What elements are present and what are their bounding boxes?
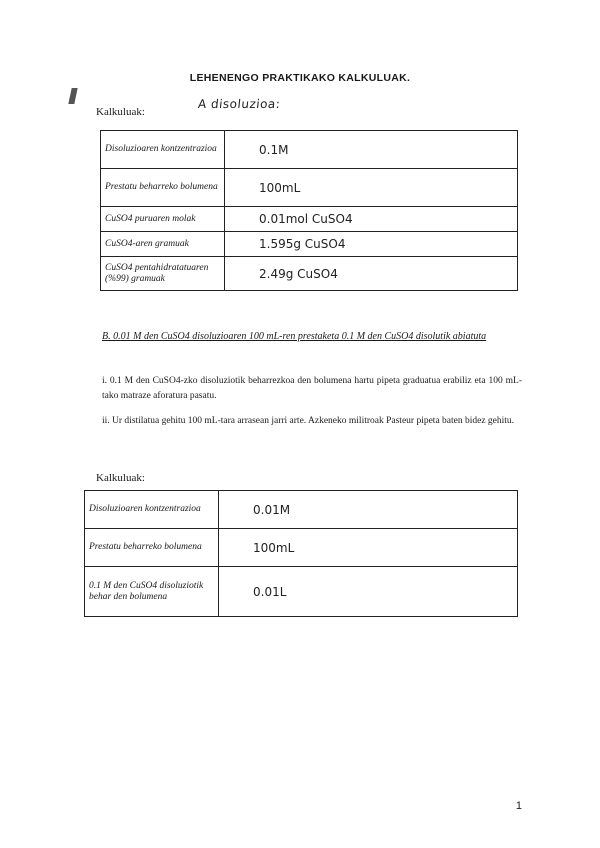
step-i: i. 0.1 M den CuSO4-zko disoluziotik beharrezkoa den bolumena hartu pipeta graduatua erabiliz eta 100 mL-tako matraze aforatura pasatu. xyxy=(102,376,522,401)
table-row xyxy=(101,232,518,257)
calc-table-b xyxy=(84,490,518,617)
table-row xyxy=(85,567,518,617)
row-value: 100mL xyxy=(219,529,518,567)
table-row xyxy=(85,491,518,529)
row-value: 0.01L xyxy=(219,567,518,617)
row-label: CuSO4-aren gramuak xyxy=(101,232,225,257)
row-label: Disoluzioaren kontzentrazioa xyxy=(101,131,225,169)
row-value: 100mL xyxy=(225,169,518,207)
row-value: 1.595g CuSO4 xyxy=(225,232,518,257)
page-number: 1 xyxy=(515,800,522,812)
row-label: Prestatu beharreko bolumena xyxy=(85,529,219,567)
table-row xyxy=(85,529,518,567)
step-ii: ii. Ur distilatua gehitu 100 mL-tara arrasean jarri arte. Azkeneko militroak Pasteur pipeta baten bidez gehitu. xyxy=(102,416,515,426)
row-label: Prestatu beharreko bolumena xyxy=(101,169,225,207)
table-row xyxy=(101,131,518,169)
section-b-heading xyxy=(102,330,522,344)
calc-table-a xyxy=(100,130,518,291)
row-label: 0.1 M den CuSO4 disoluziotik behar den bolumena xyxy=(85,567,219,617)
row-value: 0.1M xyxy=(225,131,518,169)
row-label: CuSO4 pentahidratatuaren (%99) gramuak xyxy=(101,257,225,291)
row-value: 2.49g CuSO4 xyxy=(225,257,518,291)
table-row xyxy=(101,207,518,232)
section-b-heading-text: B. 0.01 M den CuSO4 disoluzioaren 100 mL-ren prestaketa 0.1 M den CuSO4 disolutik abiatuta xyxy=(102,331,487,342)
table-row xyxy=(101,169,518,207)
row-value: 0.01M xyxy=(219,491,518,529)
row-value: 0.01mol CuSO4 xyxy=(225,207,518,232)
row-label: Disoluzioaren kontzentrazioa xyxy=(85,491,219,529)
table-row xyxy=(101,257,518,291)
handwritten-heading-a: A disoluzioa: xyxy=(197,97,282,111)
calc-label-a: Kalkuluak: xyxy=(96,106,145,118)
row-label: CuSO4 puruaren molak xyxy=(101,207,225,232)
page-title: LEHENENGO PRAKTIKAKO KALKULUAK. xyxy=(189,72,411,84)
scan-mark xyxy=(68,88,77,104)
calc-label-b: Kalkuluak: xyxy=(96,472,145,484)
